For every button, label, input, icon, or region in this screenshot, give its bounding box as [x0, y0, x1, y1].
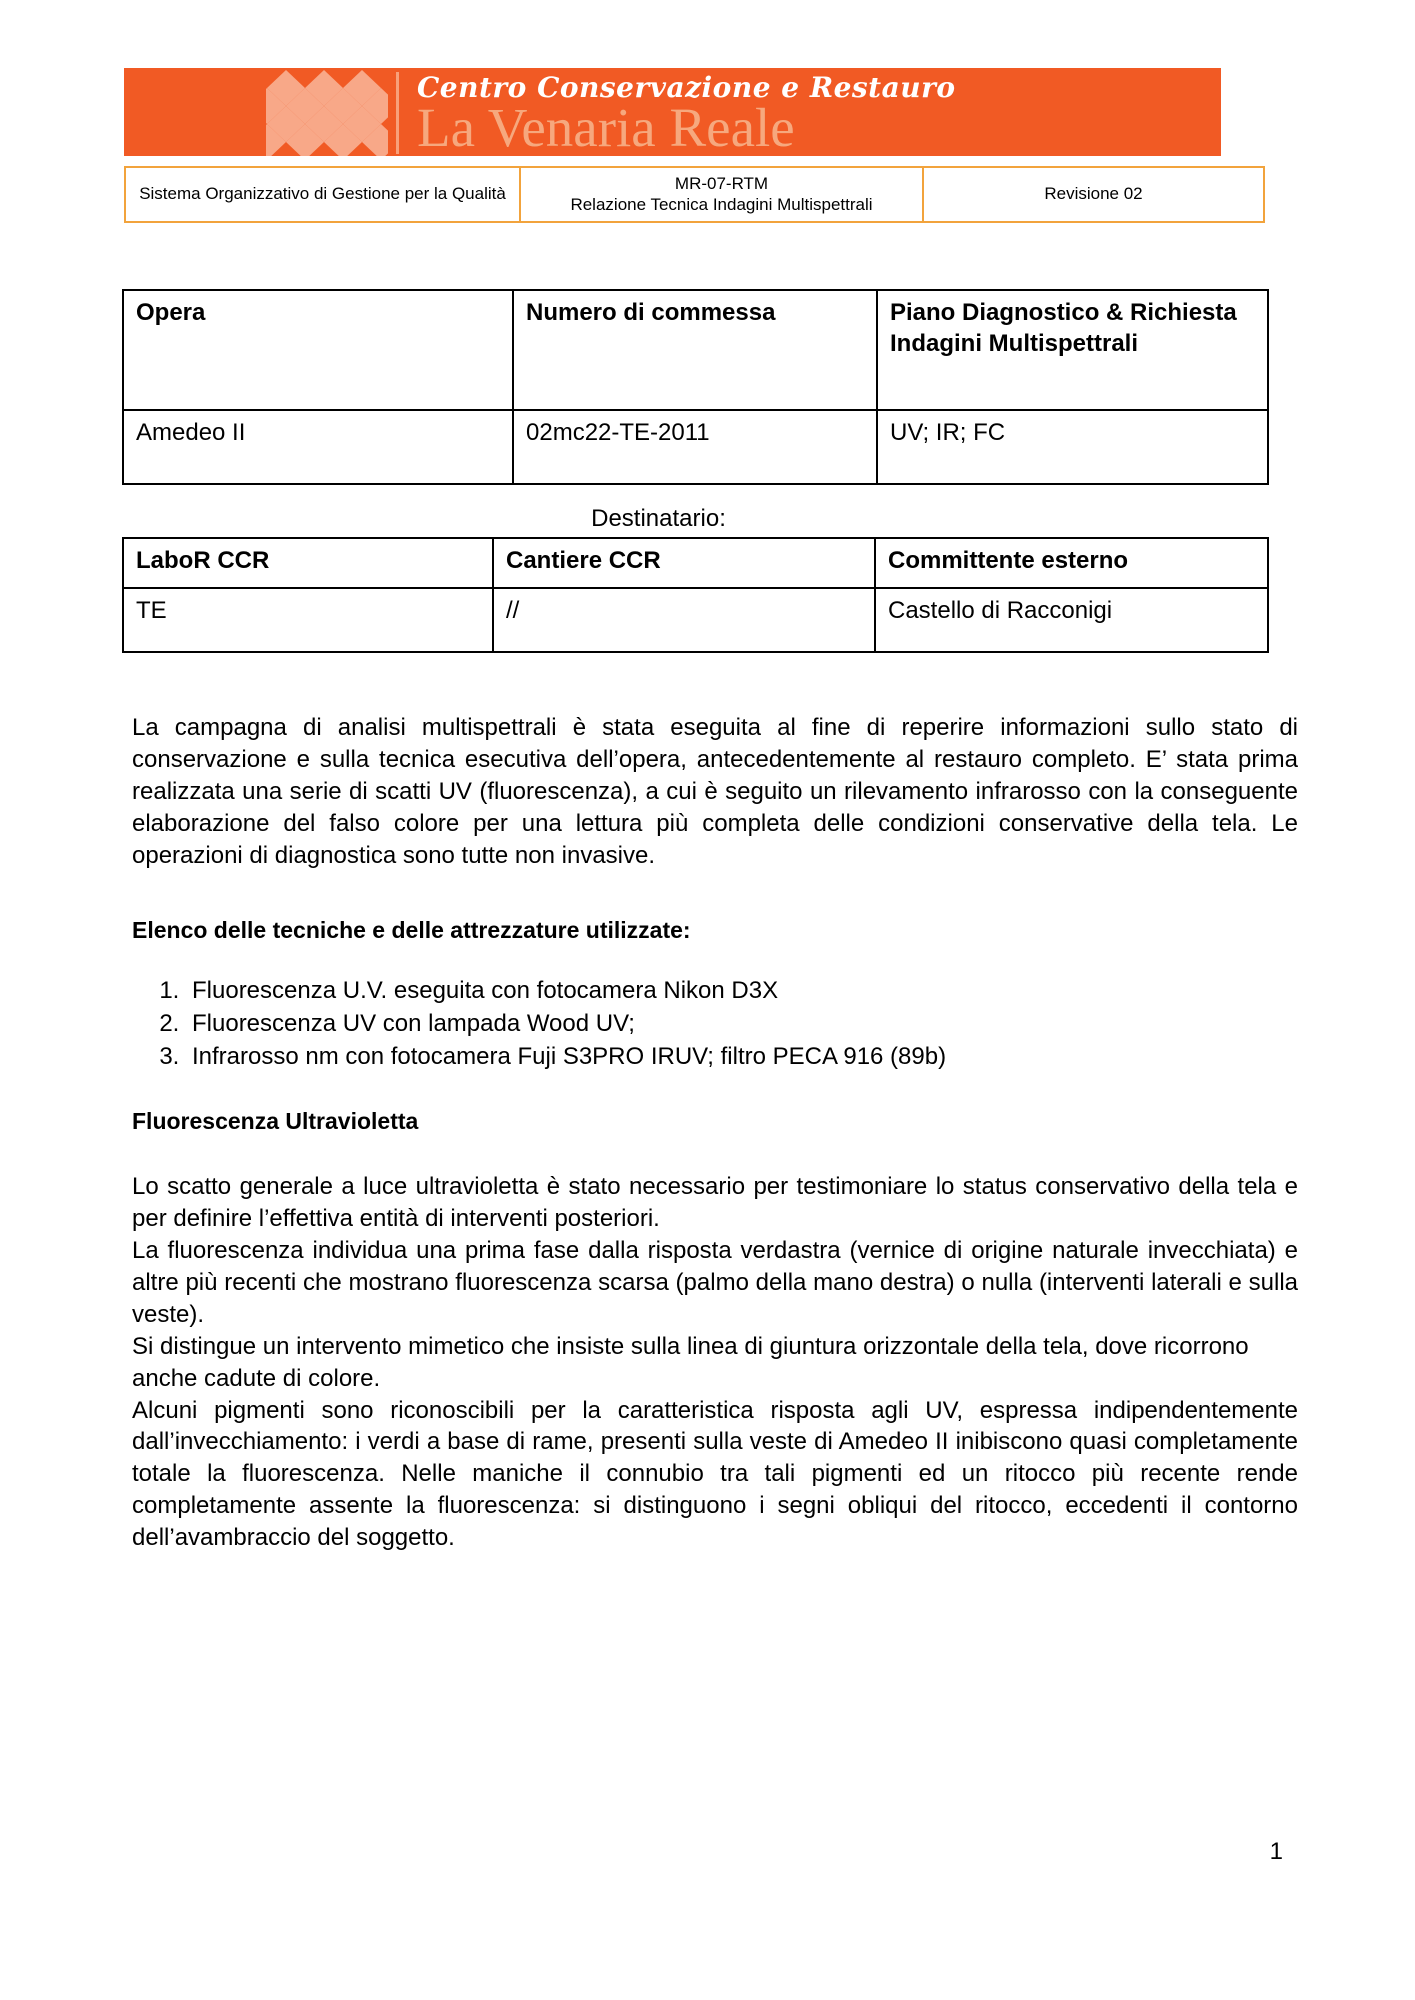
uv-paragraph-2: La fluorescenza individua una prima fase dalla risposta verdastra (vernice di origine naturale invecchiata) e altre più recenti che mostrano fluorescenza scarsa (palmo della mano destra) o nulla (interventi laterali e sulla veste).	[132, 1237, 1298, 1328]
opera-table	[122, 289, 1269, 485]
quality-system-cell: Sistema Organizzativo di Gestione per la Qualità	[125, 167, 520, 222]
column-header-opera: Opera	[123, 290, 513, 410]
uv-fluorescence-heading: Fluorescenza Ultravioletta	[132, 1108, 419, 1135]
column-header-piano-diagnostico: Piano Diagnostico & Richiesta Indagini Multispettrali	[877, 290, 1268, 410]
column-header-committente-esterno: Committente esterno	[875, 538, 1268, 588]
destinatario-label: Destinatario:	[591, 505, 726, 532]
revision-cell: Revisione 02	[923, 167, 1264, 222]
brand-banner	[124, 68, 1221, 156]
cell-opera-value: Amedeo II	[123, 410, 513, 484]
uv-paragraph-4: Alcuni pigmenti sono riconoscibili per la caratteristica risposta agli UV, espressa indipendentemente dall’invecchiamento: i verdi a base di rame, presenti sulla veste di Amedeo II inibiscono quasi completamente totale la fluorescenza. Nelle maniche il connubio tra tali pigmenti ed un ritocco più recente rende completamente assente la fluorescenza: si distinguono i segni obliqui del ritocco, eccedenti il contorno dell’avambraccio del soggetto.	[132, 1396, 1298, 1552]
diamond-checkerboard-logo	[266, 68, 388, 156]
table-header-row	[123, 538, 1268, 588]
uv-paragraph-1: Lo scatto generale a luce ultravioletta è stato necessario per testimoniare lo status conservativo della tela e per definire l’effettiva entità di interventi posteriori.	[132, 1173, 1298, 1233]
column-header-cantiere-ccr: Cantiere CCR	[493, 538, 875, 588]
list-item: 1. Fluorescenza U.V. eseguita con fotocamera Nikon D3X	[186, 975, 1298, 1008]
spacer	[132, 1137, 1298, 1171]
table-row	[123, 588, 1268, 652]
table-row	[123, 410, 1268, 484]
document-title: Relazione Tecnica Indagini Multispettrali	[570, 194, 873, 214]
brand-title-primary: Centro Conservazione e Restauro	[417, 71, 956, 104]
list-item: 2. Fluorescenza UV con lampada Wood UV;	[186, 1008, 1298, 1041]
document-body	[132, 712, 1298, 1554]
page-number: 1	[1269, 1838, 1283, 1865]
column-header-labor-ccr: LaboR CCR	[123, 538, 493, 588]
techniques-heading: Elenco delle tecniche e delle attrezzature utilizzate:	[132, 916, 691, 943]
table-row	[125, 167, 1264, 222]
logo-container	[266, 68, 388, 156]
document-code: MR-07-RTM	[674, 174, 769, 193]
techniques-list	[132, 975, 1298, 1073]
intro-paragraph: La campagna di analisi multispettrali è stata eseguita al fine di reperire informazioni sullo stato di conservazione e sulla tecnica esecutiva dell’opera, antecedentemente al restauro completo. E’ stata prima realizzata una serie di scatti UV (fluorescenza), a cui è seguito un rilevamento infrarosso con la conseguente elaborazione del falso colore per una lettura più completa delle condizioni conservative della tela. Le operazioni di diagnostica sono tutte non invasive.	[132, 714, 1298, 869]
cell-piano-diagnostico-value: UV; IR; FC	[877, 410, 1268, 484]
spacer	[132, 1073, 1298, 1107]
cell-numero-commessa-value: 02mc22-TE-2011	[513, 410, 877, 484]
quality-system-table	[124, 166, 1265, 223]
spacer	[132, 872, 1298, 916]
cell-labor-ccr-value: TE	[123, 588, 493, 652]
brand-title-secondary: La Venaria Reale	[417, 97, 795, 156]
destinatario-table	[122, 537, 1269, 653]
column-header-numero-commessa: Numero di commessa	[513, 290, 877, 410]
document-header	[124, 68, 1221, 223]
document-code-cell	[520, 167, 923, 222]
cell-committente-esterno-value: Castello di Racconigi	[875, 588, 1268, 652]
uv-paragraph-3: Si distingue un intervento mimetico che insiste sulla linea di giuntura orizzontale della tela, dove ricorrono anche cadute di colore.	[132, 1332, 1249, 1392]
list-item: 3. Infrarosso nm con fotocamera Fuji S3PRO IRUV; filtro PECA 916 (89b)	[186, 1041, 1298, 1074]
table-header-row	[123, 290, 1268, 410]
cell-cantiere-ccr-value: //	[493, 588, 875, 652]
brand-text	[399, 68, 1221, 156]
spacer	[132, 945, 1298, 975]
